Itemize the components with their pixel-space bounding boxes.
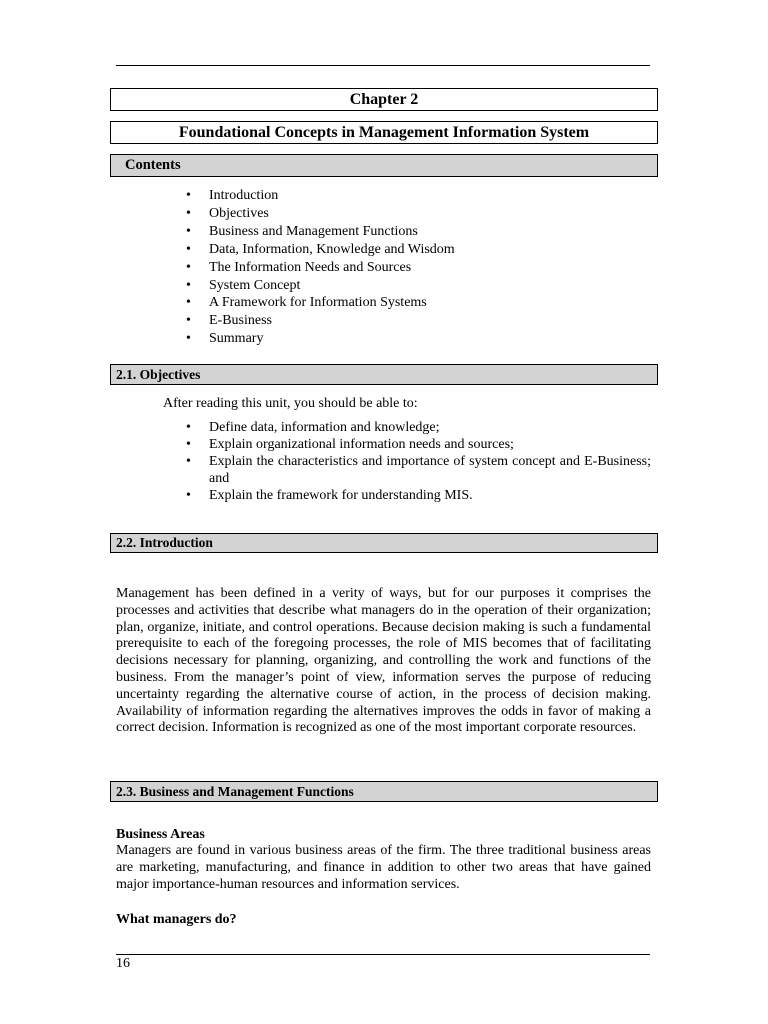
contents-item: • Data, Information, Knowledge and Wisdom [185, 241, 655, 259]
contents-item: • System Concept [185, 277, 655, 295]
contents-item: • Introduction [185, 187, 655, 205]
contents-list [185, 187, 655, 348]
chapter-label: Chapter 2 [110, 88, 658, 111]
contents-item: • Objectives [185, 205, 655, 223]
objective-item: • Explain the characteristics and importance of system concept and E-Business; and [185, 453, 651, 487]
objective-item: • Define data, information and knowledge; [185, 419, 651, 436]
contents-item: • E-Business [185, 312, 655, 330]
contents-item: • Business and Management Functions [185, 223, 655, 241]
contents-item: • The Information Needs and Sources [185, 259, 655, 277]
introduction-heading: 2.2. Introduction [110, 533, 658, 553]
objectives-heading: 2.1. Objectives [110, 364, 658, 385]
header-rule [116, 65, 650, 66]
contents-heading: Contents [110, 154, 658, 177]
objective-item: • Explain organizational information needs and sources; [185, 436, 651, 453]
footer-rule [116, 954, 650, 955]
objective-item: • Explain the framework for understanding MIS. [185, 487, 651, 504]
business-heading: 2.3. Business and Management Functions [110, 781, 658, 802]
page-number: 16 [116, 956, 130, 971]
contents-item: • Summary [185, 330, 655, 348]
business-areas-subheading: Business Areas [116, 827, 205, 842]
objectives-list [185, 419, 651, 504]
contents-item: • A Framework for Information Systems [185, 294, 655, 312]
business-areas-paragraph: Managers are found in various business areas of the firm. The three traditional business areas are marketing, manufacturing, and finance in addition to other two areas that have gained major importance-human resources and information services. [116, 843, 651, 892]
introduction-paragraph: Management has been defined in a verity of ways, but for our purposes it comprises the processes and activities that describe what managers do in the operation of their organization; plan, organize, initiate, and control operations. Because decision making is such a fundamental prerequisite to each of the foregoing processes, the role of MIS becomes that of facilitating decisions necessary for planning, organizing, and controlling the work and functions of the business. From the manager’s point of view, information serves the purpose of reducing uncertainty regarding the alternative course of action, in the process of decision making. Availability of information regarding the alternatives improves the odds in favor of making a correct decision. Information is recognized as one of the most important corporate resources. [116, 586, 651, 736]
chapter-title: Foundational Concepts in Management Information System [110, 121, 658, 144]
objectives-intro: After reading this unit, you should be able to: [163, 396, 418, 411]
what-managers-do-subheading: What managers do? [116, 912, 237, 927]
